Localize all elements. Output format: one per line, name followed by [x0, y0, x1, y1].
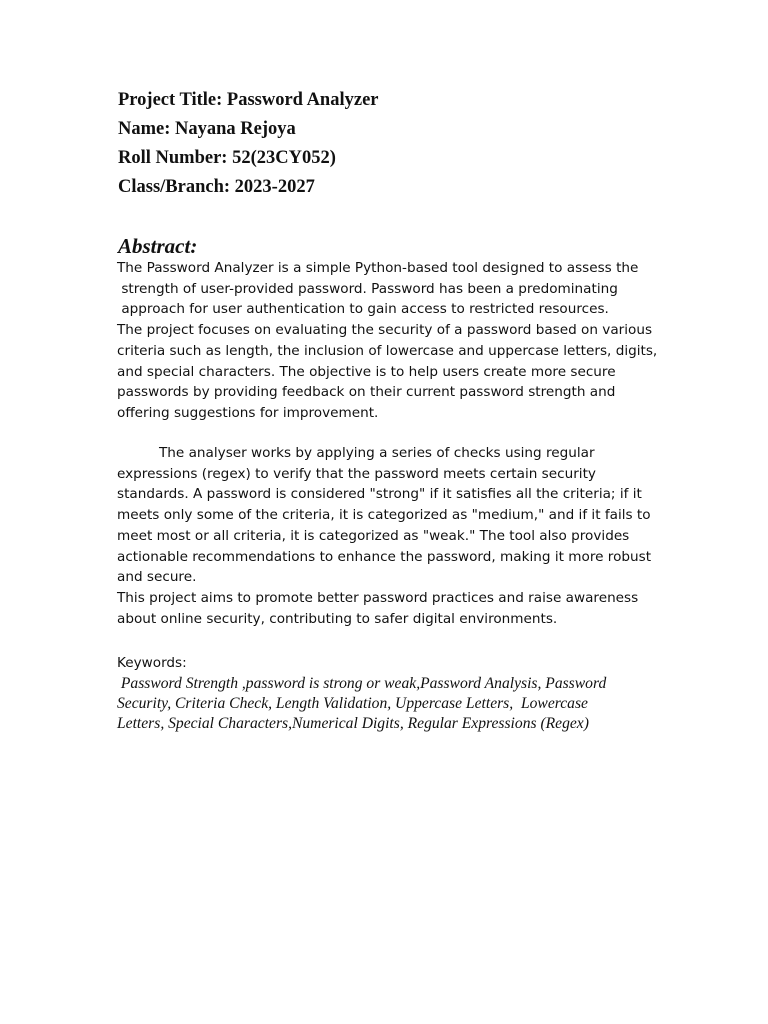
paragraph-line: meets only some of the criteria, it is categorized as "medium," and if it fails to	[117, 507, 651, 524]
abstract-paragraph-1	[117, 258, 657, 424]
paragraph-line: meet most or all criteria, it is categorized as "weak." The tool also provides	[117, 527, 630, 544]
paragraph-line: The project focuses on evaluating the security of a password based on various	[117, 322, 653, 339]
paragraph-line: The Password Analyzer is a simple Python-based tool designed to assess the	[117, 260, 639, 276]
class-branch: Class/Branch: 2023-2027	[118, 177, 315, 197]
keywords-line: Security, Criteria Check, Length Validation, Uppercase Letters, Lowercase	[117, 695, 588, 712]
paragraph-line: actionable recommendations to enhance the password, making it more robust	[117, 548, 652, 565]
paragraph-line: criteria such as length, the inclusion of lowercase and uppercase letters, digits,	[117, 342, 658, 359]
project-header	[118, 86, 678, 202]
project-title: Project Title: Password Analyzer	[118, 90, 379, 110]
paragraph-line: about online security, contributing to safer digital environments.	[117, 610, 558, 627]
roll-number: Roll Number: 52(23CY052)	[118, 148, 336, 168]
paragraph-line: approach for user authentication to gain access to restricted resources.	[117, 301, 609, 318]
keywords-list	[117, 674, 677, 734]
paragraph-line: The analyser works by applying a series of checks using regular	[159, 445, 595, 461]
paragraph-line: and secure.	[117, 569, 197, 586]
keywords-label: Keywords:	[117, 655, 187, 671]
paragraph-line: This project aims to promote better password practices and raise awareness	[117, 589, 639, 606]
paragraph-line: passwords by providing feedback on their current password strength and	[117, 384, 616, 401]
abstract-heading: Abstract:	[118, 234, 198, 258]
paragraph-line: and special characters. The objective is to help users create more secure	[117, 363, 616, 380]
paragraph-line: expressions (regex) to verify that the password meets certain security	[117, 465, 596, 482]
keywords-line: Password Strength ,password is strong or weak,Password Analysis, Password	[117, 675, 607, 692]
keywords-line: Letters, Special Characters,Numerical Digits, Regular Expressions (Regex)	[117, 715, 589, 732]
paragraph-line: offering suggestions for improvement.	[117, 404, 379, 421]
student-name: Name: Nayana Rejoya	[118, 119, 296, 139]
paragraph-line: standards. A password is considered "strong" if it satisfies all the criteria; if it	[117, 486, 642, 503]
abstract-paragraph-2	[117, 443, 657, 629]
paragraph-line: strength of user-provided password. Password has been a predominating	[117, 280, 618, 297]
